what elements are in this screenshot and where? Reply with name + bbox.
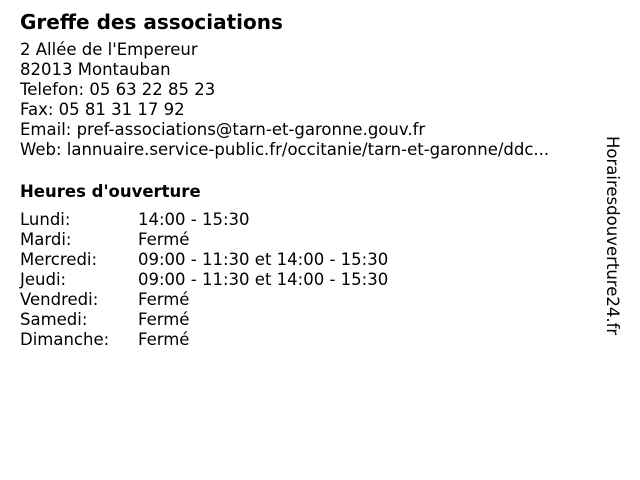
- day-label: Samedi:: [20, 310, 88, 329]
- hours-row-mardi: [20, 230, 610, 250]
- place-title: Greffe des associations: [20, 10, 283, 34]
- day-hours: Fermé: [138, 290, 190, 309]
- site-watermark: Horairesdouverture24.fr: [603, 136, 622, 336]
- hours-row-vendredi: [20, 290, 610, 310]
- hours-row-mercredi: [20, 250, 610, 270]
- day-hours: Fermé: [138, 230, 190, 249]
- place-card: [20, 10, 610, 350]
- day-hours: 14:00 - 15:30: [138, 210, 250, 229]
- day-label: Jeudi:: [20, 270, 67, 289]
- hours-table: [20, 210, 610, 350]
- hours-row-samedi: [20, 310, 610, 330]
- address-line-2: 82013 Montauban: [20, 60, 171, 79]
- hours-row-dimanche: [20, 330, 610, 350]
- web-line: Web: lannuaire.service-public.fr/occitanie/tarn-et-garonne/ddc...: [20, 140, 550, 159]
- day-hours: Fermé: [138, 310, 190, 329]
- address-line-1: 2 Allée de l'Empereur: [20, 40, 198, 59]
- day-label: Mardi:: [20, 230, 72, 249]
- hours-row-lundi: [20, 210, 610, 230]
- fax-line: Fax: 05 81 31 17 92: [20, 100, 185, 119]
- email-line: Email: pref-associations@tarn-et-garonne.gouv.fr: [20, 120, 426, 139]
- hours-heading: Heures d'ouverture: [20, 182, 201, 201]
- hours-row-jeudi: [20, 270, 610, 290]
- day-hours: 09:00 - 11:30 et 14:00 - 15:30: [138, 270, 389, 289]
- day-label: Vendredi:: [20, 290, 99, 309]
- day-label: Dimanche:: [20, 330, 110, 349]
- day-label: Lundi:: [20, 210, 71, 229]
- day-hours: 09:00 - 11:30 et 14:00 - 15:30: [138, 250, 389, 269]
- phone-line: Telefon: 05 63 22 85 23: [20, 80, 216, 99]
- day-label: Mercredi:: [20, 250, 98, 269]
- day-hours: Fermé: [138, 330, 190, 349]
